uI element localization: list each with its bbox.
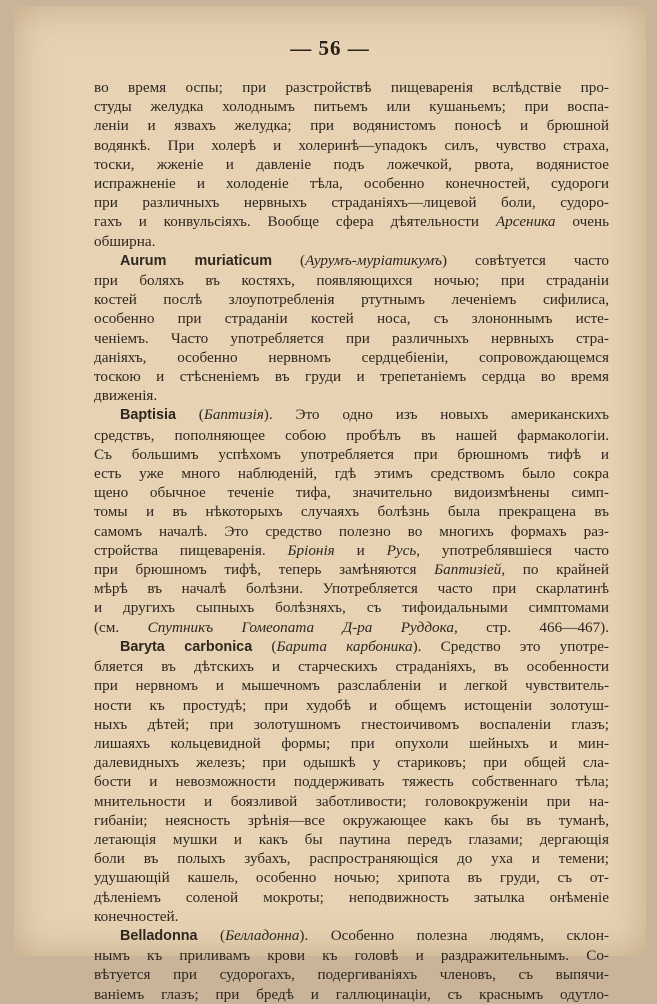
text-line: ваніемъ глазъ; при бредѣ и галлюцинаціи, съ краснымъ одутло- xyxy=(94,985,609,1003)
entry-heading-line: Baryta carbonica (Барита карбоника). Средство это употре- xyxy=(120,637,609,655)
text-line: ченіемъ. Часто употребляется при различныхъ нервныхъ стра- xyxy=(94,329,609,347)
text-line: испражненіе и холоденіе тѣла, особенно конечностей, судороги xyxy=(94,175,609,193)
remedy-name-baryta: Baryta carbonica xyxy=(120,638,253,655)
text-line: при боляхъ въ костяхъ, появляющихся ночью; при страданіи xyxy=(94,272,609,290)
page-number: — 56 — xyxy=(290,36,370,60)
entry-heading-line: Aurum muriaticum (Аурумъ-муріатикумъ) совѣтуется часто xyxy=(120,251,609,269)
text-line: боли въ полыхъ зубахъ, распространяющіся до уха и темени; xyxy=(94,850,609,868)
text-line: во время оспы; при разстройствѣ пищеваренія вслѣдствіе про- xyxy=(94,79,609,96)
text-line: самомъ началѣ. Это средство полезно во многихъ формахъ раз- xyxy=(94,522,609,540)
text-line: вѣтуется при судорогахъ, подергиваніяхъ членовъ, съ выпячи- xyxy=(94,966,609,984)
remedy-name-baptisia: Baptisia xyxy=(120,407,176,424)
text-line: гибаніи; неясность зрѣнія—все окружающее какъ бы въ туманѣ, xyxy=(94,811,609,829)
text-line: есть уже много наблюденій, гдѣ этимъ средствомъ было сокра xyxy=(94,465,609,483)
text-line: и другихъ сыпныхъ болѣзняхъ, съ тифоидальными симптомами xyxy=(94,599,609,617)
text-line: ности къ простудѣ; при худобѣ и общемъ истощеніи золотуш- xyxy=(94,696,609,714)
paragraph-belladonna xyxy=(94,926,609,1004)
remedy-italic-name: Арсеника xyxy=(495,213,556,231)
text-line: тоски, жженіе и давленіе подъ ложечкой, рвота, водянистое xyxy=(94,155,609,173)
text-line: мѣрѣ въ началѣ болѣзни. Употребляется часто при скарлатинѣ xyxy=(94,580,609,598)
text-line: при брюшномъ тифѣ, теперь замѣняются Баптизіей, по крайней xyxy=(94,561,610,579)
paragraph-arsenicum-continued xyxy=(94,78,609,251)
text-line: стройства пищеваренія. Бріонія и Русь, употреблявшіеся часто xyxy=(94,541,610,559)
text-line: (см. Спутникъ Гомеопата Д-ра Руддока, стр. 466—467). xyxy=(94,618,610,636)
text-line: при нервномъ и мышечномъ разслабленіи и легкой чувствитель- xyxy=(94,677,609,695)
text-line: щено обычное теченіе тифа, значительно видоизмѣнены симп- xyxy=(94,484,609,502)
text-line: тоскою и стѣсненіемъ въ груди и трепетаніемъ сердца во время xyxy=(94,368,609,386)
entry-heading-line: Baptisia (Баптизія). Это одно изъ новыхъ американскихъ xyxy=(120,406,609,424)
text-line: особенно при страданіи костей носа, съ злононнымъ исте- xyxy=(94,310,609,328)
entry-heading-line: Belladonna (Белладонна). Особенно полезна людямъ, склон- xyxy=(120,926,610,944)
text-line: мнительности и боязливой заботливости; головокруженіи при на- xyxy=(94,792,609,810)
text-line: дѣленіемъ соленой мокроты; неподвижность затылка онѣменіе xyxy=(94,888,609,906)
text-line: лишаяхъ кольцевидной формы; при опухоли шейныхъ и мин- xyxy=(94,734,609,752)
text-line: Съ большимъ успѣхомъ употребляется при брюшномъ тифѣ и xyxy=(94,445,609,463)
remedy-russian-name: Аурумъ-муріатикумъ xyxy=(305,251,443,269)
text-line: нымъ къ приливамъ крови къ головѣ и раздражительнымъ. Со- xyxy=(94,947,609,965)
text-line: ныхъ дѣтей; при золотушномъ гнестоичивомъ воспаленіи глазъ; xyxy=(94,715,609,733)
paragraph-aurum xyxy=(94,251,609,406)
text-line: удушающій кашель, особенно ночью; хрипота въ груди, съ от- xyxy=(94,869,609,887)
remedy-russian-name: Белладонна xyxy=(225,926,300,944)
text-line: движенія. xyxy=(94,387,158,405)
book-reference: Спутникъ Гомеопата Д-ра Руддока xyxy=(147,618,454,636)
remedy-russian-name: Барита карбоника xyxy=(276,637,413,655)
book-page xyxy=(14,6,646,1003)
page-body xyxy=(94,78,609,1004)
text-line: бляется въ дѣтскихъ и старческихъ страданіяхъ, въ особенности xyxy=(94,658,609,676)
text-line: конечностей. xyxy=(94,907,179,925)
text-line: средствъ, пополняющее собою пробѣлъ въ нашей фармакологіи. xyxy=(94,426,609,444)
remedy-name-belladonna: Belladonna xyxy=(120,927,198,944)
text-line: обширна. xyxy=(94,232,156,250)
text-line: летающія мушки и какъ бы паутина передъ глазами; дергающія xyxy=(94,830,609,848)
text-line: гахъ и конвульсіяхъ. Вообще сфера дѣятельности Арсеника очень xyxy=(94,213,610,231)
text-line: студы желудка холоднымъ питьемъ или кушаньемъ; при воспа- xyxy=(94,98,609,116)
text-line: водянкѣ. При холерѣ и холеринѣ—упадокъ силъ, чувство страха, xyxy=(94,136,609,154)
text-line: леніи и язвахъ желудка; при водянистомъ поносѣ и брюшной xyxy=(94,117,609,135)
text-line: далевидныхъ железъ; при одышкѣ у стариковъ; при общей сла- xyxy=(94,754,609,772)
paragraph-baptisia xyxy=(94,405,609,636)
remedy-russian-name: Баптизія xyxy=(203,406,264,424)
text-line: костей послѣ злоупотребленія ртутнымъ леченіемъ сифилиса, xyxy=(94,291,609,309)
remedy-name-aurum: Aurum muriaticum xyxy=(120,252,273,269)
text-line: томы и въ нѣкоторыхъ случаяхъ болѣзнь была прекращена въ xyxy=(94,503,609,521)
paragraph-baryta xyxy=(94,637,609,926)
text-line: бости и невозможности поддерживать тяжесть собственнаго тѣла; xyxy=(94,773,609,791)
text-line: при различныхъ нервныхъ страданіяхъ—лицевой боли, судоро- xyxy=(94,194,609,212)
text-line: даніяхъ, особенно нервномъ сердцебіеніи, сопровождающемся xyxy=(94,348,609,366)
